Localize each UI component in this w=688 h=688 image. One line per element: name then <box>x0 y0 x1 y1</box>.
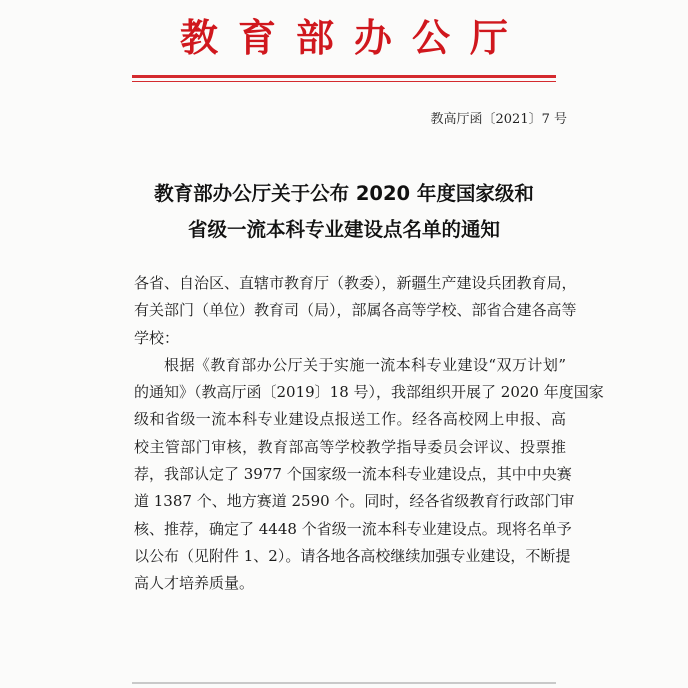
document-title <box>0 176 688 248</box>
issuer-header: 教育部办公厅 <box>179 15 528 60</box>
paragraph-line: 荐，我部认定了 3977 个国家级一流本科专业建设点，其中中央赛 <box>134 465 572 484</box>
paragraph-line: 以公布（见附件 1、2）。请各地各高校继续加强专业建设，不断提 <box>134 546 571 565</box>
title-line-1: 教育部办公厅关于公布 2020 年度国家级和 <box>154 182 534 205</box>
document-number: 教高厅函〔2021〕7 号 <box>430 112 567 127</box>
paragraph-line: 级和省级一流本科专业建设点报送工作。经各高校网上申报、高 <box>134 410 566 429</box>
addressee-line: 各省、自治区、直辖市教育厅（教委），新疆生产建设兵团教育局， <box>134 274 577 292</box>
paragraph-line: 道 1387 个、地方赛道 2590 个。同时，经各省级教育行政部门审 <box>134 492 575 511</box>
red-divider-thick <box>132 75 556 78</box>
paragraph-line: 校主管部门审核，教育部高等学校教学指导委员会评议、投票推 <box>134 437 566 456</box>
paragraph-line: 高人才培养质量。 <box>134 574 255 593</box>
paragraph-line: 的通知》（教高厅函〔2019〕18 号），我部组织开展了 2020 年度国家 <box>134 383 604 402</box>
paragraph-line: 根据《教育部办公厅关于实施一流本科专业建设“双万计划” <box>164 355 566 374</box>
title-line-2: 省级一流本科专业建设点名单的通知 <box>187 218 500 241</box>
paragraph-line: 核、推荐，确定了 4448 个省级一流本科专业建设点。现将名单予 <box>134 519 572 538</box>
addressee-line: 有关部门（单位）教育司（局），部属各高等学校、部省合建各高等 <box>134 301 577 320</box>
bottom-divider <box>132 682 556 684</box>
document-body <box>134 270 604 598</box>
addressee-line: 学校： <box>134 328 180 347</box>
red-divider-thin <box>132 81 556 82</box>
